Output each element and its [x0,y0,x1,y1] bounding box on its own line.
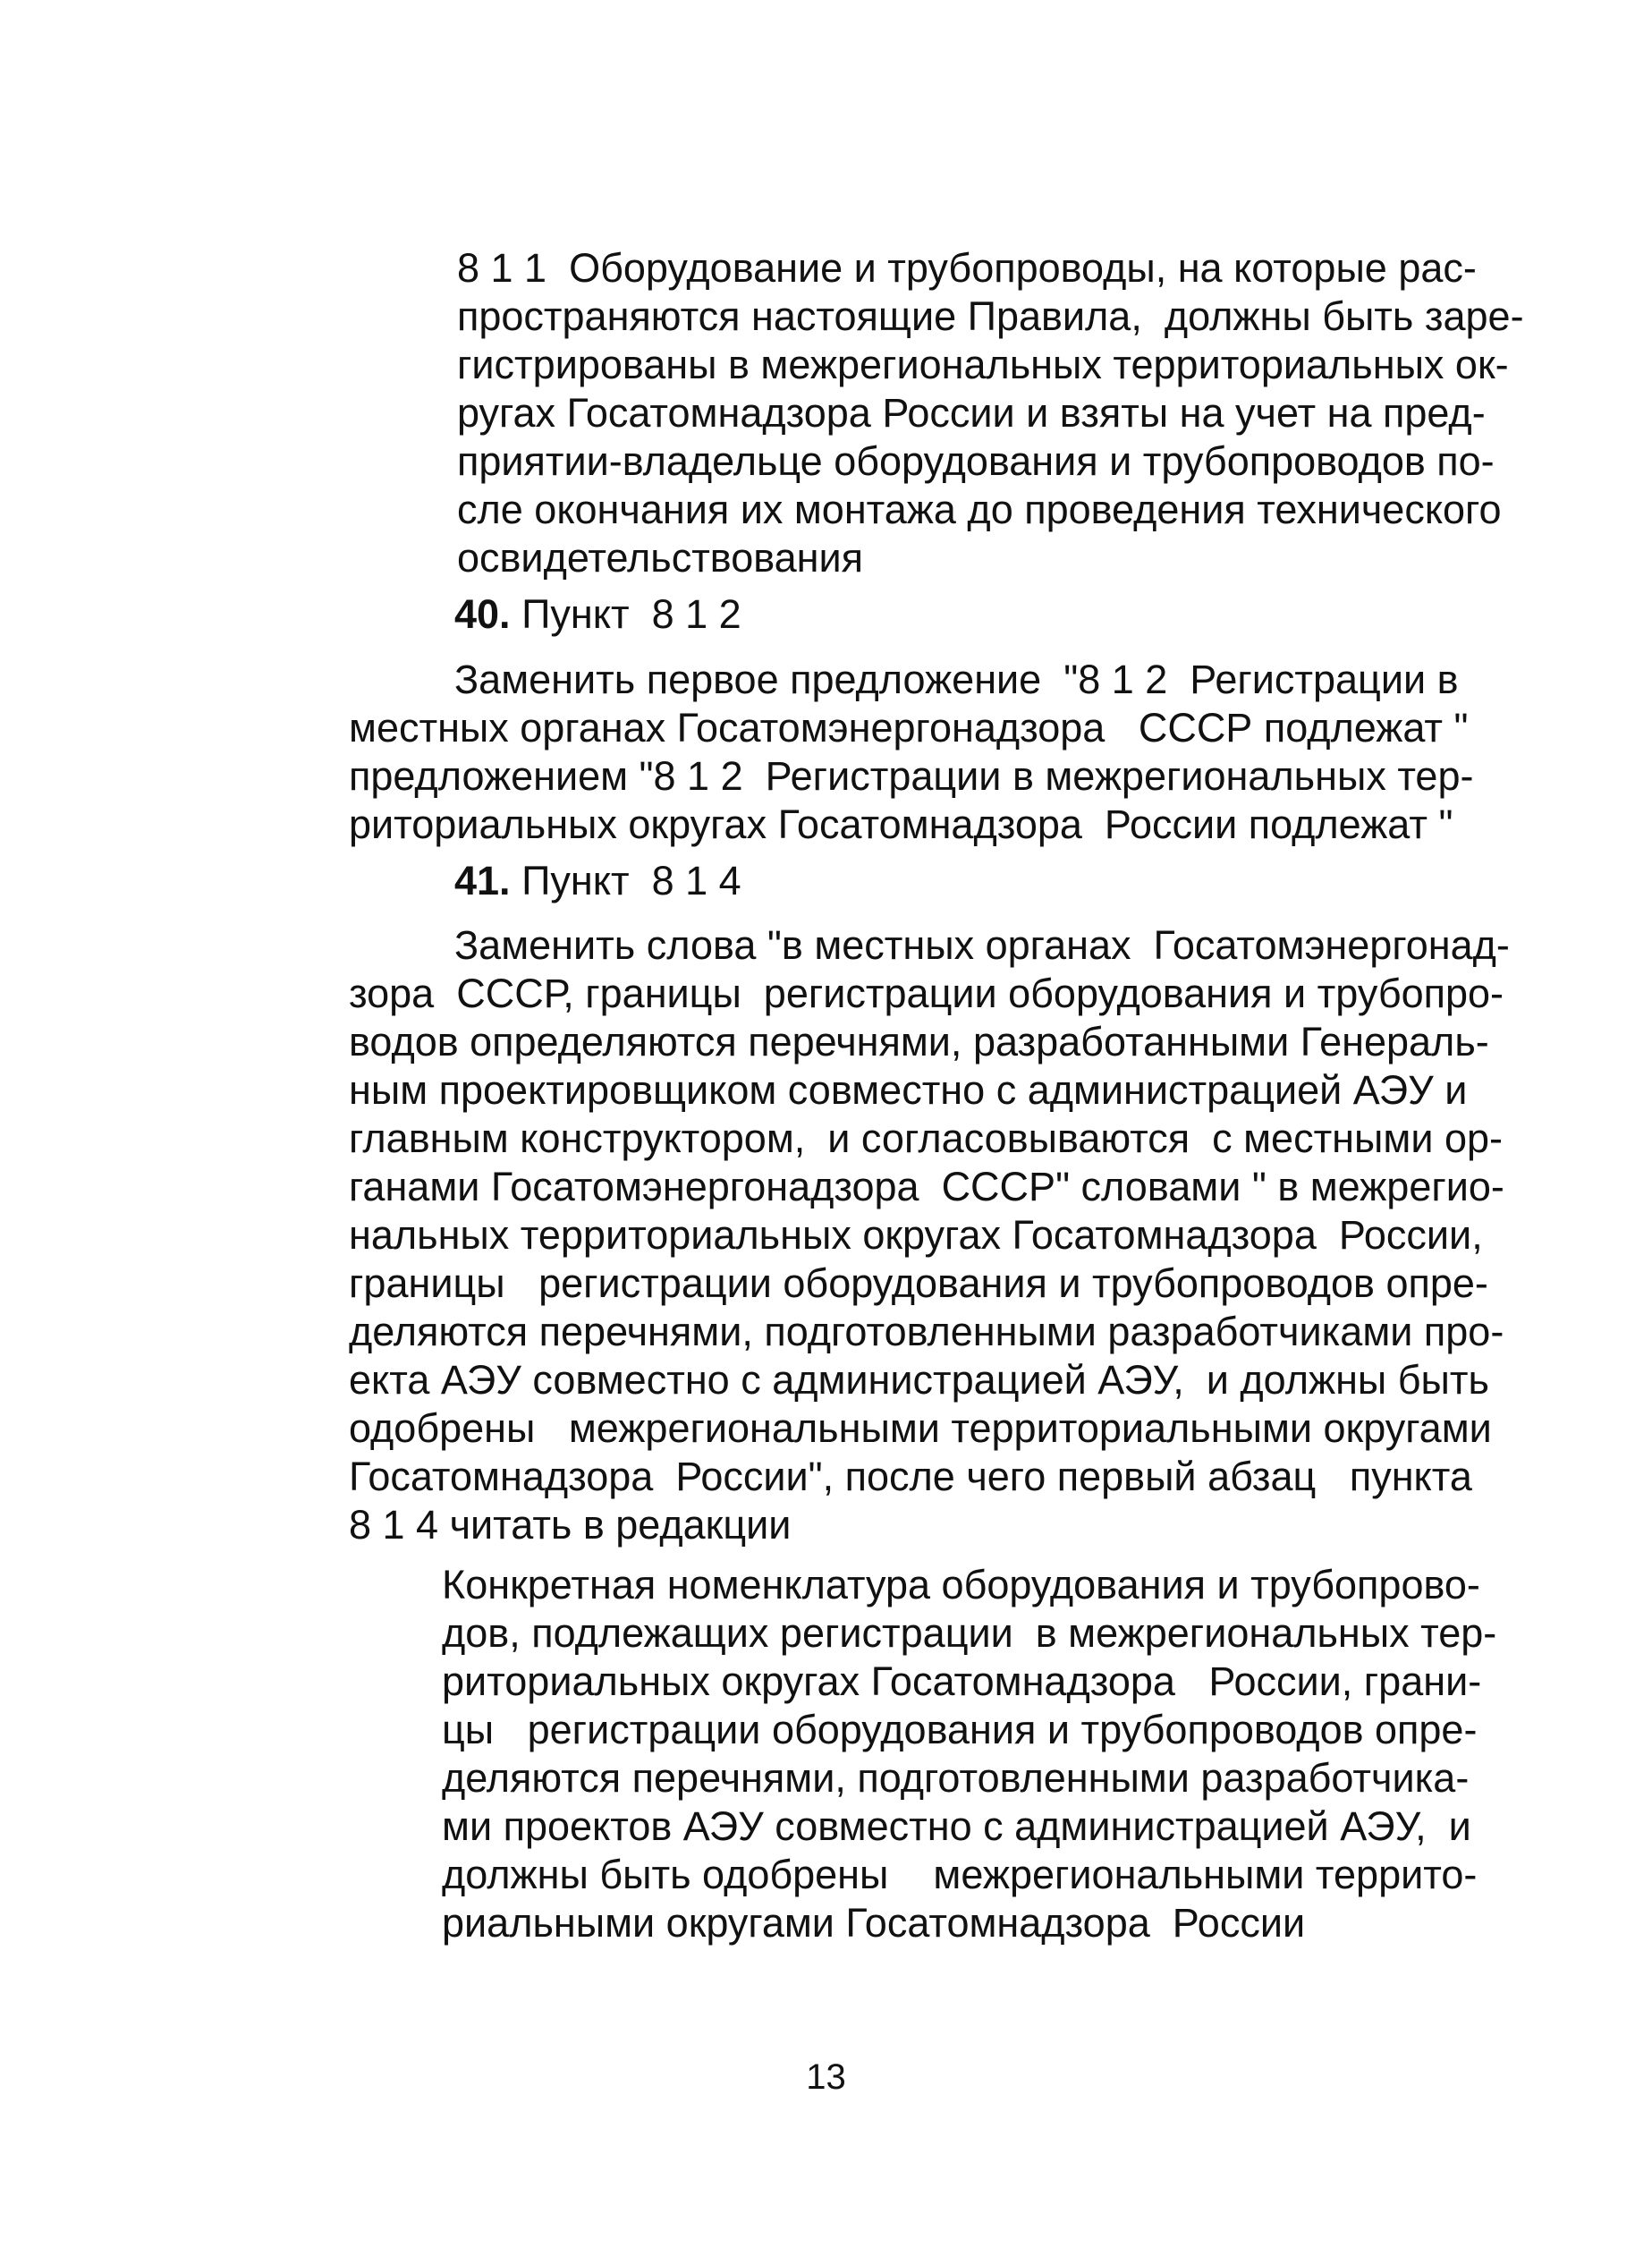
clause-line: сле окончания их монтажа до проведения технического [457,487,1502,532]
item-41-number: 41. [454,858,511,903]
item-40-line: предложением "8 1 2 Регистрации в межрегиональных тер- [349,753,1474,799]
item-40-number: 40. [454,591,511,637]
quoted-line: ми проектов АЭУ совместно с администрацией АЭУ, и [442,1803,1471,1849]
quoted-line: деляются перечнями, подготовленными разработчика- [442,1755,1470,1801]
item-41-line: екта АЭУ совместно с администрацией АЭУ, и должны быть [349,1357,1489,1403]
item-41-line: ным проектировщиком совместно с администрацией АЭУ и [349,1067,1468,1113]
item-41-line: нальных территориальных округах Госатомнадзора России, [349,1212,1483,1258]
item-40-heading [454,590,991,639]
clause-line: приятии-владельце оборудования и трубопроводов по- [457,438,1495,484]
clause-line: ругах Госатомнадзора России и взяты на учет на пред- [457,390,1486,436]
item-41-line: ганами Госатомэнергонадзора СССР" словами " в межрегио- [349,1164,1504,1209]
item-41-heading [454,857,991,905]
clause-line: 8 1 1 Оборудование и трубопроводы, на которые рас- [457,245,1477,291]
clause-line: гистрированы в межрегиональных территориальных ок- [457,342,1509,387]
item-41-line: Заменить слова "в местных органах Госатомэнергонад- [454,922,1510,968]
quoted-line: дов, подлежащих регистрации в межрегиональных тер- [442,1610,1497,1656]
item-40-line: местных органах Госатомэнергонадзора СССР подлежат " [349,705,1469,751]
quoted-line: риториальных округах Госатомнадзора России, грани- [442,1658,1482,1704]
item-41-line: главным конструктором, и согласовываются с местными ор- [349,1115,1503,1161]
item-41-line: границы регистрации оборудования и трубопроводов опре- [349,1260,1488,1306]
item-41-line: 8 1 4 читать в редакции [349,1502,792,1548]
quoted-line: должны быть одобрены межрегиональными террито- [442,1852,1478,1897]
quoted-line: Конкретная номенклатура оборудования и трубопрово- [442,1562,1480,1607]
quoted-line: цы регистрации оборудования и трубопроводов опре- [442,1707,1478,1752]
item-41-title: Пункт 8 1 4 [510,858,741,903]
item-40-title: Пункт 8 1 2 [510,591,741,637]
page-number: 13 [806,2057,846,2097]
item-40-line: риториальных округах Госатомнадзора России подлежат " [349,801,1453,847]
quoted-line: риальными округами Госатомнадзора России [442,1900,1306,1946]
item-41-line: водов определяются перечнями, разработанными Генераль- [349,1019,1489,1064]
item-41-line: Госатомнадзора России", после чего первый абзац пункта [349,1454,1472,1499]
item-40-line: Заменить первое предложение "8 1 2 Регистрации в [454,657,1459,702]
clause-line: освидетельствования [457,535,864,581]
clause-line: пространяются настоящие Правила, должны быть заре- [457,293,1524,339]
item-41-line: одобрены межрегиональными территориальными округами [349,1405,1492,1451]
item-41-line: зора СССР, границы регистрации оборудования и трубопро- [349,971,1504,1016]
item-41-line: деляются перечнями, подготовленными разработчиками про- [349,1309,1504,1354]
